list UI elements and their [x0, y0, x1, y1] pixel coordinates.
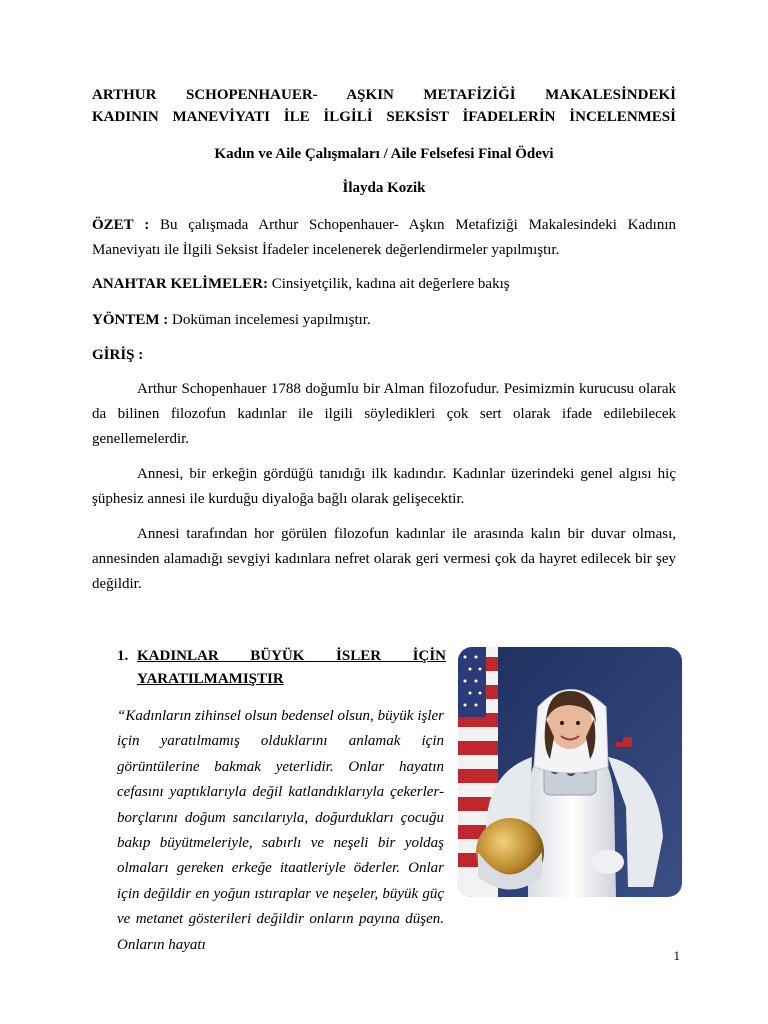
intro-paragraph-3: Annesi tarafından hor görülen filozofun kadınlar ile arasında kalın bir duvar olması, annesinden alamadığı sevgiyi kadınlara nefret olarak geri vermesi çok da hayret edilecek bir şey değildir. — [92, 526, 676, 592]
keywords-paragraph — [92, 272, 676, 297]
title-line-1: ARTHUR SCHOPENHAUER- AŞKIN METAFİZİĞİ MAKALESİNDEKİ — [92, 87, 676, 103]
method-label: YÖNTEM : — [92, 312, 169, 328]
document-author: İlayda Kozik — [342, 180, 426, 196]
keywords-text: Cinsiyetçilik, kadına ait değerlere bakış — [268, 276, 510, 292]
section-1-number: 1. — [117, 648, 129, 664]
intro-paragraph-2: Annesi, bir erkeğin gördüğü tanıdığı ilk kadındır. Kadınlar üzerindeki genel algısı hiç şüphesiz annesi ile kurduğu diyaloğa bağlı olarak gelişecektir. — [92, 466, 676, 507]
title-line-2: KADININ MANEVİYATI İLE İLGİLİ SEKSİST İFADELERİN İNCELENMESİ — [92, 109, 676, 125]
section-1-title-line-2: YARATILMAMIŞTIR — [137, 671, 284, 687]
intro-heading — [92, 343, 676, 368]
keywords-label: ANAHTAR KELİMELER: — [92, 276, 268, 292]
document-subtitle: Kadın ve Aile Çalışmaları / Aile Felsefesi Final Ödevi — [214, 146, 554, 162]
section-1-heading — [117, 645, 446, 691]
astronaut-illustration — [458, 647, 682, 897]
intro-heading-text: GİRİŞ : — [92, 347, 144, 363]
intro-paragraph-1: Arthur Schopenhauer 1788 doğumlu bir Alman filozofudur. Pesimizmin kurucusu olarak da bilinen filozofun kadınlar ile ilgili söyledikleri çok sert olarak ifade edilebilecek genellemelerdir. — [92, 381, 676, 447]
method-text: Doküman incelemesi yapılmıştır. — [168, 312, 371, 328]
summary-label: ÖZET : — [92, 217, 150, 233]
astronaut-portrait-image — [458, 647, 682, 897]
summary-text: Bu çalışmada Arthur Schopenhauer- Aşkın Metafiziği Makalesindeki Kadının Maneviyatı ile İlgili Seksist İfadeler incelenerek değerlendirmeler yapılmıştır. — [92, 217, 676, 258]
summary-paragraph — [92, 213, 676, 263]
page-number: 1 — [673, 948, 680, 963]
method-paragraph — [92, 308, 676, 333]
section-1-title-line-1: KADINLAR BÜYÜK İSLER İÇİN — [137, 648, 446, 664]
section-1-quote: “Kadınların zihinsel olsun bedensel olsun, büyük işler için yaratılmamış olduklarını anlamak için görüntülerine bakmak yeterlidir. Onlar hayatın cefasını yaptıklarıyla değil katlandıklarıyla çekerler- borçlarını doğum sancılarıyla, doğurdukları çocuğu bakıp büyütmeleriyle, sabırlı ve neşeli bir yoldaş olmaları gereken erkeğe itaatleriyle öderler. Onlar için değildir en yoğun ıstıraplar ve neşeler, büyük güç ve metanet gösterileri değildir onların payına düşen. Onların hayatı — [117, 708, 444, 953]
document-title — [92, 84, 676, 128]
